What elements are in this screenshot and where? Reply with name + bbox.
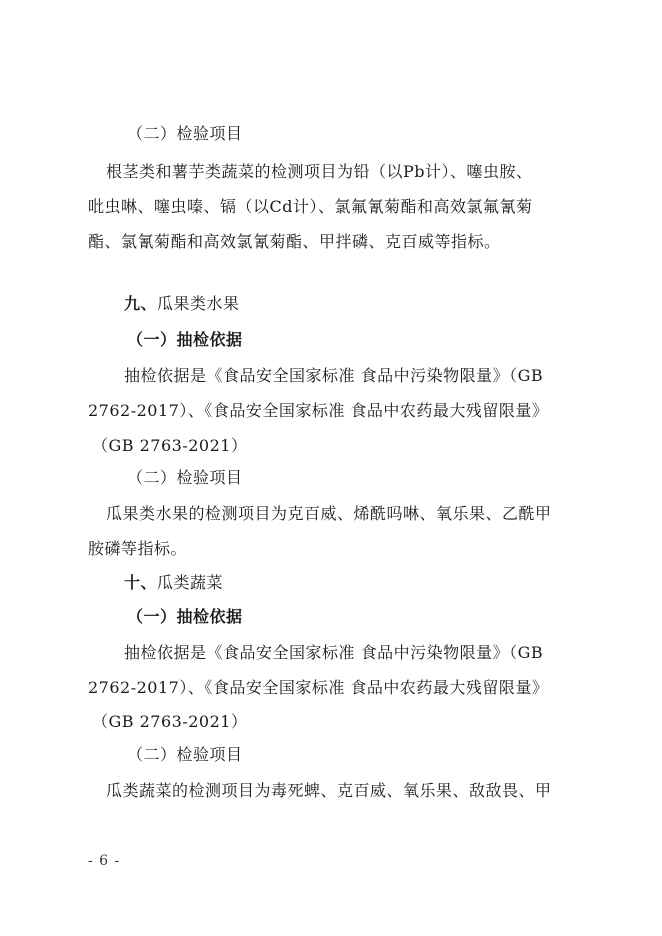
section-8-sub2-line-3: 酯、氯氰菊酯和高效氯氰菊酯、甲拌磷、克百威等指标。	[88, 232, 501, 251]
section-9-heading-text: 瓜果类水果	[157, 294, 240, 313]
page-number: - 6 -	[88, 853, 121, 869]
section-9-sub1-line-3: （GB 2763-2021）	[92, 436, 248, 455]
section-9-sub1-line-1: 抽检依据是《食品安全国家标准 食品中污染物限量》（GB	[124, 366, 544, 385]
section-10-sub1-line-1: 抽检依据是《食品安全国家标准 食品中污染物限量》（GB	[124, 643, 544, 662]
section-10-heading-num: 十、	[124, 573, 158, 592]
section-10-heading	[124, 573, 624, 593]
section-8-sub2-line-1: 根茎类和薯芋类蔬菜的检测项目为铅（以Pb计）、噻虫胺、	[106, 162, 533, 181]
section-9-sub1-heading: （一）抽检依据	[127, 330, 243, 349]
section-10-heading-text: 瓜类蔬菜	[157, 573, 224, 592]
section-9-sub2-line-2: 胺磷等指标。	[88, 539, 188, 558]
section-9-heading-num: 九、	[124, 294, 158, 313]
section-8-sub2-line-2: 吡虫啉、噻虫嗪、镉（以Cd计）、氯氟氰菊酯和高效氯氟氰菊	[88, 197, 533, 216]
section-10-sub1-line-2: 2762-2017）、《食品安全国家标准 食品中农药最大残留限量》	[88, 678, 549, 697]
section-9-sub1-line-2: 2762-2017）、《食品安全国家标准 食品中农药最大残留限量》	[88, 401, 549, 420]
section-10-sub1-heading: （一）抽检依据	[127, 607, 243, 626]
section-9-sub2-line-1: 瓜果类水果的检测项目为克百威、烯酰吗啉、氧乐果、乙酰甲	[106, 504, 552, 523]
section-9-sub2-heading: （二）检验项目	[127, 468, 243, 487]
section-10-sub1-line-3: （GB 2763-2021）	[92, 712, 248, 731]
section-10-sub2-line-1: 瓜类蔬菜的检测项目为毒死蜱、克百威、氧乐果、敌敌畏、甲	[106, 781, 552, 800]
section-9-heading	[124, 294, 624, 314]
section-10-sub2-heading: （二）检验项目	[127, 745, 243, 764]
section-8-sub2-heading: （二）检验项目	[127, 124, 243, 143]
